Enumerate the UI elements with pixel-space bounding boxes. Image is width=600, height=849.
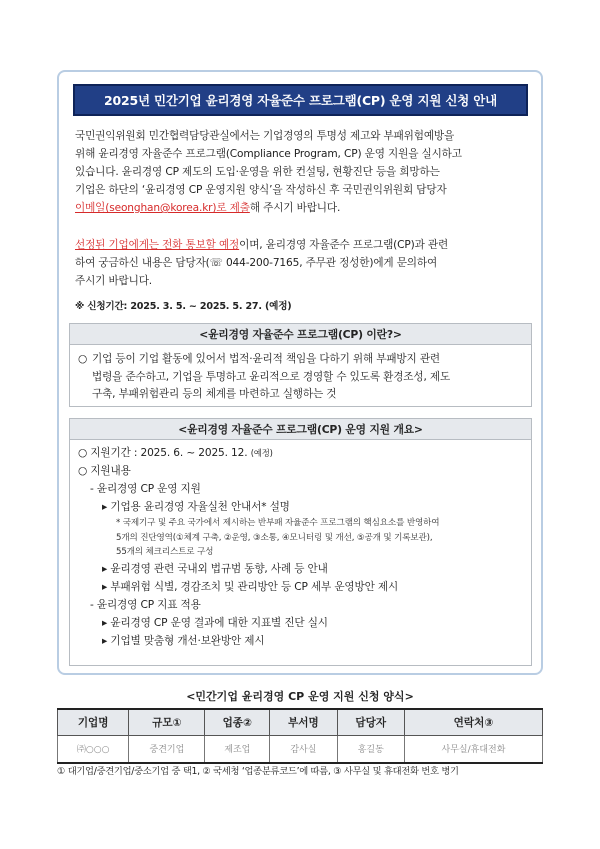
manager-cell[interactable]: 홍길동 (337, 735, 404, 763)
application-form-table (57, 708, 543, 764)
size-cell[interactable]: 중견기업 (129, 735, 205, 763)
note-line: 5개의 진단영역(①체계 구축, ②운영, ③소통, ④모니터링 및 개선, ⑤공개 및 기록보관), (116, 532, 433, 543)
header-industry: 업종② (205, 709, 270, 735)
support-content-label: 지원내용 (90, 465, 131, 477)
form-header-row (58, 709, 543, 735)
form-title: <민간기업 윤리경영 CP 운영 지원 신청 양식> (186, 690, 414, 703)
list-item: ▸ 기업별 맞춤형 개선·보완방안 제시 (102, 634, 265, 647)
definition-line: 구축, 부패위험관리 등의 체계를 마련하고 실행하는 것 (92, 388, 337, 400)
section-heading-support-overview: <윤리경영 자율준수 프로그램(CP) 운영 지원 개요> (69, 418, 532, 440)
intro-line: 위해 윤리경영 자율준수 프로그램(Compliance Program, CP) 운영 지원을 실시하고 (75, 148, 462, 160)
section-heading-cp-definition: <윤리경영 자율준수 프로그램(CP) 이란?> (69, 323, 532, 345)
application-period: ※ 신청기간: 2025. 3. 5. ~ 2025. 5. 27. (예정) (75, 301, 292, 312)
circle-bullet: ○ (78, 353, 88, 365)
intro-line: 해 주시기 바랍니다. (249, 202, 341, 214)
form-footnote: ① 대기업/중견기업/중소기업 중 택1, ② 국세청 ‘업종분류코드’에 따름, ③ 사무실 및 휴대전화 번호 병기 (57, 766, 459, 777)
definition-line: 기업 등이 기업 활동에 있어서 법적·윤리적 책임을 다하기 위해 부패방지 관련 (92, 353, 440, 365)
notice-line: 주시기 바랍니다. (75, 275, 153, 287)
email-submit-link[interactable]: 이메일(seonghan@korea.kr)로 제출 (75, 202, 250, 214)
contact-cell[interactable]: 사무실/휴대전화 (404, 735, 542, 763)
page-title: 2025년 민간기업 윤리경영 자율준수 프로그램(CP) 운영 지원 신청 안내 (73, 84, 528, 116)
intro-line: 있습니다. 윤리경영 CP 제도의 도입·운영을 위한 컨설팅, 현황진단 등을 희망하는 (75, 166, 440, 178)
list-item: ▸ 윤리경영 CP 운영 결과에 대한 지표별 진단 실시 (102, 616, 328, 629)
intro-line: 기업은 하단의 ‘윤리경영 CP 운영지원 양식’을 작성하신 후 국민권익위원회 담당자 (75, 184, 447, 196)
header-size: 규모① (129, 709, 205, 735)
notice-line: 하여 궁금하신 내용은 담당자(☏ 044-200-7165, 주무관 정성한)에게 문의하여 (75, 257, 438, 269)
header-department: 부서명 (270, 709, 337, 735)
circle-bullet: ○ (78, 447, 88, 459)
header-company-name: 기업명 (58, 709, 129, 735)
list-item: ▸ 부패위험 식별, 경감조치 및 관리방안 등 CP 세부 운영방안 제시 (102, 580, 399, 593)
phone-notice-highlight: 선정된 기업에게는 전화 통보할 예정 (75, 239, 240, 251)
company-name-cell[interactable]: ㈜○○○ (58, 735, 129, 763)
department-cell[interactable]: 감사실 (270, 735, 337, 763)
intro-paragraph (75, 127, 527, 217)
list-item: ▸ 기업용 윤리경영 자율실천 안내서* 설명 (102, 501, 290, 513)
industry-cell[interactable]: 제조업 (205, 735, 270, 763)
sub-heading-operation: - 윤리경영 CP 운영 지원 (90, 483, 201, 495)
sub-heading-indicator: - 윤리경영 CP 지표 적용 (90, 598, 201, 611)
intro-line: 국민권익위원회 민간협력담당관실에서는 기업경영의 투명성 제고와 부패위험예방을 (75, 130, 455, 142)
section-box-support-overview (69, 440, 532, 666)
note-line: 55개의 체크리스트로 구성 (116, 547, 214, 557)
notice-paragraph (75, 236, 527, 290)
section-box-cp-definition (69, 345, 532, 407)
header-manager: 담당자 (337, 709, 404, 735)
header-contact: 연락처③ (404, 709, 542, 735)
definition-line: 법령을 준수하고, 기업을 투명하고 윤리적으로 경영할 수 있도록 환경조성, 제도 (92, 370, 451, 383)
support-period: 지원기간 : 2025. 6. ~ 2025. 12. (90, 447, 248, 459)
guidebook-note (78, 516, 523, 560)
support-period-note: (예정) (250, 448, 273, 458)
notice-line: 이며, 윤리경영 자율준수 프로그램(CP)과 관련 (239, 239, 449, 251)
list-item: ▸ 윤리경영 관련 국내외 법규범 동향, 사례 등 안내 (102, 562, 328, 575)
circle-bullet: ○ (78, 465, 88, 477)
note-line: * 국제기구 및 주요 국가에서 제시하는 반부패 자율준수 프로그램의 핵심요소를 반영하여 (116, 518, 440, 528)
table-row (58, 735, 543, 763)
